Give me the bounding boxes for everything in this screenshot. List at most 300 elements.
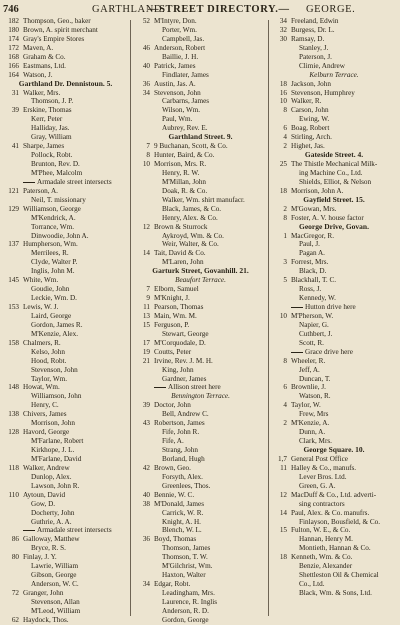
- directory-entry: [271, 80, 397, 89]
- directory-entry: [271, 571, 397, 580]
- directory-entry: [134, 455, 267, 464]
- resident-name: Walker, Andrew: [23, 463, 70, 472]
- house-number: 11: [143, 303, 150, 311]
- directory-entry: [3, 35, 128, 44]
- directory-entry: [271, 115, 397, 124]
- directory-entry: [134, 258, 267, 267]
- house-number: 128: [8, 428, 19, 437]
- resident-name: Patrick, James: [154, 61, 196, 70]
- resident-name: Brown, A. spirit merchant: [23, 25, 98, 34]
- resident-name: Carrick, W. R.: [162, 508, 204, 517]
- directory-entry: [271, 437, 397, 446]
- resident-name: M'Farlane, David: [31, 454, 82, 463]
- directory-entry: [3, 383, 128, 392]
- resident-name: King, John: [162, 365, 194, 374]
- resident-name: Aytoun, David: [23, 490, 66, 499]
- directory-entry: [134, 285, 267, 294]
- directory-entry: [3, 348, 128, 357]
- resident-name: Carbarns, James: [162, 97, 210, 106]
- directory-entry: [3, 571, 128, 580]
- resident-name: Armadale street intersects: [37, 526, 112, 535]
- house-number: 9: [146, 294, 150, 303]
- directory-entry: [271, 383, 397, 392]
- house-number: 46: [142, 43, 150, 52]
- directory-entry: [134, 240, 267, 249]
- resident-name: Williamson, George: [23, 204, 81, 213]
- resident-name: M'Gowan, Mrs.: [291, 204, 337, 213]
- house-number: 3: [283, 258, 287, 267]
- house-number: 34: [142, 88, 150, 97]
- resident-name: Aubrey, Rev. E.: [162, 124, 208, 133]
- directory-entry: [271, 419, 397, 428]
- directory-entry: [271, 35, 397, 44]
- directory-entry: [3, 339, 128, 348]
- resident-name: Halley & Co., manufs.: [291, 463, 357, 472]
- resident-name: Jackson, John: [291, 79, 331, 88]
- house-number: 8: [283, 213, 287, 222]
- directory-entry: [271, 482, 397, 491]
- resident-name: Haydock, Thos.: [23, 615, 69, 624]
- resident-name: Black, Wm. & Sons, Ltd.: [299, 589, 372, 597]
- resident-name: M'Farlane, Robert: [31, 437, 84, 446]
- directory-entry: [134, 553, 267, 562]
- directory-entry: [134, 142, 267, 151]
- resident-name: Docherty, John: [31, 508, 75, 517]
- directory-entry: [3, 598, 128, 607]
- resident-name: Lawrie, William: [31, 562, 79, 571]
- resident-name: Dunlop, Alex.: [31, 472, 72, 481]
- directory-entry: [3, 142, 128, 151]
- resident-name: Edgar, Robt.: [154, 580, 191, 589]
- directory-entry: [3, 160, 128, 169]
- directory-entry: [134, 17, 267, 26]
- house-number: 5: [283, 276, 287, 285]
- resident-name: Blackhall, T. C.: [291, 276, 337, 285]
- resident-name: Taylor, Wm.: [31, 374, 68, 383]
- resident-name: Dinwoodie, John A.: [31, 231, 89, 240]
- header-right-title: GEORGE.: [306, 4, 356, 15]
- resident-name: Finlay, J. Y.: [23, 553, 57, 562]
- resident-name: Morrison, John A.: [291, 186, 344, 195]
- resident-name: Baillie, J. H.: [162, 52, 199, 61]
- directory-entry: [134, 124, 267, 133]
- resident-name: Foster, A. V. house factor: [291, 213, 364, 222]
- resident-name: Benzie, Alexander: [299, 562, 353, 571]
- directory-entry: [134, 491, 267, 500]
- resident-name: Hannan, Henry M.: [299, 535, 353, 544]
- directory-entry: [134, 562, 267, 571]
- house-number: 12: [142, 222, 150, 231]
- resident-name: ing Machine Co., Ltd.: [299, 168, 363, 177]
- resident-name: Galloway, Matthew: [23, 535, 80, 544]
- house-number: 38: [142, 499, 150, 508]
- resident-name: M'Intyre, Don.: [154, 17, 197, 25]
- directory-entry: [134, 97, 267, 106]
- directory-entry: [271, 285, 397, 294]
- house-number: 17: [142, 338, 150, 347]
- directory-entry: [134, 80, 267, 89]
- resident-name: MacDuff & Co., Ltd. adverti-: [291, 490, 377, 499]
- resident-name: Paterson, A.: [23, 186, 58, 195]
- resident-name: Walker, R.: [291, 97, 322, 106]
- column-divider: [268, 20, 269, 616]
- directory-entry: [134, 410, 267, 419]
- resident-name: Kennedy, W.: [299, 294, 336, 303]
- house-number: 6: [283, 124, 287, 133]
- directory-entry: [134, 518, 267, 527]
- directory-entry: [3, 26, 128, 35]
- resident-name: Lewis, W. J.: [23, 303, 59, 311]
- resident-name: Thomson, T. W.: [162, 553, 208, 562]
- street-heading: George Drive, Govan.: [299, 222, 369, 231]
- resident-name: Thomson, J. P.: [31, 97, 74, 106]
- resident-name: Paterson, J.: [299, 52, 332, 61]
- resident-name: Chalmers, R.: [23, 338, 61, 347]
- resident-name: Lawson, John R.: [31, 481, 80, 490]
- directory-entry: [134, 607, 267, 616]
- directory-entry: [134, 616, 267, 625]
- terrace-subheading: Bennington Terrace.: [171, 392, 230, 401]
- house-number: 8: [283, 356, 287, 365]
- dash-rule: [23, 182, 35, 183]
- directory-entry: [134, 205, 267, 214]
- directory-entry: [134, 473, 267, 482]
- resident-name: Carson, John: [291, 106, 329, 115]
- directory-entry: [3, 321, 128, 330]
- house-number: 137: [8, 240, 19, 249]
- resident-name: M'Kendrick, A.: [31, 213, 76, 222]
- house-number: 14: [142, 249, 150, 258]
- directory-entry: [271, 294, 397, 303]
- resident-name: Freeland, Edwin: [291, 17, 339, 25]
- directory-entry: [134, 339, 267, 348]
- resident-name: Gibson, George: [31, 571, 77, 580]
- directory-entry: [271, 410, 397, 419]
- house-number: 40: [142, 490, 150, 499]
- resident-name: Havord, George: [23, 428, 70, 437]
- directory-entry: [3, 437, 128, 446]
- directory-entry: [3, 71, 128, 80]
- directory-entry: [3, 17, 128, 26]
- resident-name: Stevenson, Allan: [31, 597, 80, 606]
- resident-name: Forsyth, Alex.: [162, 472, 203, 481]
- resident-name: Forrest, Mrs.: [291, 258, 329, 267]
- resident-name: Brunton, Rev. D.: [31, 160, 80, 168]
- directory-entry: [3, 518, 128, 527]
- street-heading: George Square. 10.: [303, 446, 365, 454]
- resident-name: M'Kenzie, Alex.: [31, 329, 79, 338]
- directory-entry: [271, 249, 397, 258]
- directory-entry: [134, 330, 267, 339]
- directory-entry: [271, 26, 397, 35]
- resident-name: Irvine, Rev. J. M. H.: [154, 356, 213, 365]
- resident-name: Henry, C.: [31, 401, 59, 410]
- terrace-subheading: Beaufort Terrace.: [175, 276, 226, 285]
- resident-name: Main, Wm. M.: [154, 311, 197, 320]
- resident-name: Merrilees, R.: [31, 249, 69, 258]
- house-number: 18: [279, 79, 287, 88]
- resident-name: Laird, George: [31, 311, 72, 320]
- resident-name: Duncan, T.: [299, 374, 331, 383]
- directory-entry: [271, 473, 397, 482]
- resident-name: Howat, Wm.: [23, 383, 60, 392]
- directory-entry: [271, 518, 397, 527]
- resident-name: Ewing, W.: [299, 115, 330, 124]
- house-number: 13: [142, 311, 150, 320]
- directory-entry: [3, 428, 128, 437]
- resident-name: Boyd, Thomas: [154, 535, 197, 544]
- resident-name: Anderson, R. D.: [162, 606, 209, 615]
- resident-name: Highet, Jas.: [291, 142, 325, 151]
- directory-entry: [271, 169, 397, 178]
- resident-name: Brown, Geo.: [154, 463, 191, 472]
- directory-entry: [271, 491, 397, 500]
- intersection-note: [134, 383, 267, 392]
- directory-entry: [3, 419, 128, 428]
- directory-entry: [271, 339, 397, 348]
- directory-entry: [271, 509, 397, 518]
- directory-entry: [3, 151, 128, 160]
- resident-name: Bennie, W. C.: [154, 490, 195, 499]
- directory-entry: [271, 276, 397, 285]
- resident-name: Kirkhope, J. L.: [31, 446, 75, 454]
- directory-entry: [271, 580, 397, 589]
- directory-entry: [3, 535, 128, 544]
- resident-name: Graham & Co.: [23, 52, 66, 61]
- resident-name: Stevenson, John: [154, 88, 201, 97]
- directory-entry: [134, 500, 267, 509]
- directory-entry: [3, 410, 128, 419]
- resident-name: Leckie, Wm. D.: [31, 294, 77, 303]
- resident-name: Blench, W. L.: [162, 526, 202, 535]
- resident-name: Porter, Wm.: [162, 25, 197, 34]
- directory-entry: [3, 106, 128, 115]
- directory-entry: [3, 446, 128, 455]
- resident-name: Burgess, Dr. L.: [291, 25, 335, 34]
- directory-entry: [3, 44, 128, 53]
- resident-name: Bryce, R. S.: [31, 544, 66, 553]
- resident-name: Stewart, George: [162, 329, 209, 338]
- resident-name: Walker, Wm. shirt manufacr.: [162, 195, 245, 204]
- house-number: 2: [283, 142, 287, 151]
- directory-entry: [3, 491, 128, 500]
- house-number: 72: [11, 589, 19, 597]
- resident-name: Campbell, Jas.: [162, 34, 205, 43]
- resident-name: Watson, J.: [23, 70, 53, 79]
- resident-name: Doak, R. & Co.: [162, 186, 208, 195]
- directory-entry: [3, 267, 128, 276]
- resident-name: Gardner, James: [162, 374, 207, 383]
- directory-entry: [134, 62, 267, 71]
- directory-entry: [134, 375, 267, 384]
- resident-name: 9 Buchanan, Scott, & Co.: [154, 142, 228, 151]
- resident-name: Boag, Robert: [291, 124, 330, 133]
- house-number: 182: [8, 17, 19, 25]
- header-left-title: GARTHLAND.: [92, 4, 166, 15]
- directory-entry: [3, 473, 128, 482]
- directory-entry: [3, 544, 128, 553]
- resident-name: Taylor, W.: [291, 401, 321, 410]
- directory-entry: [3, 249, 128, 258]
- house-number: 4: [283, 401, 287, 410]
- house-number: 129: [8, 204, 19, 213]
- directory-entry: [271, 267, 397, 276]
- house-number: 12: [279, 490, 287, 499]
- resident-name: Lever Bros. Ltd.: [299, 472, 347, 481]
- directory-entry: [134, 232, 267, 241]
- directory-entry: [134, 598, 267, 607]
- directory-entry: [271, 205, 397, 214]
- resident-name: Laurence, R. Inglis: [162, 597, 218, 606]
- resident-name: MacGregor, R.: [291, 231, 335, 240]
- house-number: 16: [279, 88, 287, 97]
- house-number: 6: [283, 383, 287, 392]
- directory-entry: [134, 446, 267, 455]
- house-number: 7: [146, 142, 150, 151]
- resident-name: M'Donald, James: [154, 499, 205, 508]
- house-number: 121: [8, 186, 19, 195]
- resident-name: Kerr, Peter: [31, 115, 63, 124]
- directory-entry: [134, 366, 267, 375]
- directory-entry: [271, 357, 397, 366]
- directory-entry: [271, 330, 397, 339]
- house-number: 8: [146, 151, 150, 160]
- directory-entry: [3, 312, 128, 321]
- resident-name: sing contractors: [299, 499, 345, 508]
- directory-entry: [3, 62, 128, 71]
- resident-name: Torrance, Wm.: [31, 222, 75, 231]
- directory-entry: [271, 44, 397, 53]
- resident-name: Clyde, Walter P.: [31, 258, 78, 267]
- resident-name: Morrison, John: [31, 419, 75, 428]
- resident-name: Kelso, John: [31, 347, 65, 356]
- house-number: 166: [8, 61, 19, 70]
- house-number: 30: [279, 34, 287, 43]
- house-number: 148: [8, 383, 19, 392]
- directory-entry: [134, 401, 267, 410]
- dash-rule: [291, 352, 303, 353]
- resident-name: Erskine, Thomas: [23, 106, 72, 115]
- resident-name: Inglis, John M.: [31, 267, 75, 276]
- directory-entry: [3, 223, 128, 232]
- directory-entry: [3, 500, 128, 509]
- directory-entry: [134, 53, 267, 62]
- directory-entry: [134, 526, 267, 535]
- house-number: 36: [142, 535, 150, 544]
- resident-name: Wilson, Wm.: [162, 106, 201, 115]
- directory-entry: [271, 321, 397, 330]
- resident-name: Hunter, Baird, & Co.: [154, 151, 215, 160]
- house-number: 41: [11, 142, 19, 151]
- directory-entry: [134, 106, 267, 115]
- directory-entry: [271, 392, 397, 401]
- directory-entry: [271, 401, 397, 410]
- directory-entry: [3, 580, 128, 589]
- directory-entry: [271, 464, 397, 473]
- resident-name: Hood, Robt.: [31, 356, 67, 365]
- resident-name: M'Kenzie, A.: [291, 419, 330, 428]
- column-divider: [130, 20, 131, 616]
- resident-name: Pollock, Robt.: [31, 151, 73, 160]
- resident-name: Brownlie, J.: [291, 383, 326, 392]
- resident-name: White, Wm.: [23, 276, 59, 285]
- house-number: 153: [8, 303, 19, 311]
- resident-name: Maven, A.: [23, 43, 54, 52]
- directory-entry: [134, 535, 267, 544]
- resident-name: Green, G. A.: [299, 481, 336, 490]
- resident-name: Thompson, Geo., baker: [23, 17, 91, 25]
- house-number: 2: [283, 419, 287, 428]
- house-number: 32: [279, 25, 287, 34]
- intersection-note: [271, 348, 397, 357]
- directory-entry: [271, 535, 397, 544]
- house-number: 7: [146, 285, 150, 294]
- resident-name: Eastmans, Ltd.: [23, 61, 66, 70]
- resident-name: M'Leod, William: [31, 606, 81, 615]
- directory-entry: [3, 392, 128, 401]
- directory-entry: [134, 544, 267, 553]
- directory-entry: [3, 366, 128, 375]
- directory-entry: [3, 375, 128, 384]
- resident-name: Tait, David & Co.: [154, 249, 206, 258]
- street-heading: Garthland Street. 9.: [168, 133, 233, 142]
- street-heading: Garthland Dr. Dennistoun. 5.: [18, 79, 113, 88]
- house-number: 1,7: [278, 454, 287, 463]
- house-number: 39: [142, 401, 150, 410]
- resident-name: Strang, John: [162, 446, 198, 454]
- resident-name: Stevenson, John: [31, 365, 78, 374]
- resident-name: Stirling, Arch.: [291, 133, 332, 142]
- directory-entry: [271, 214, 397, 223]
- resident-name: Gow, D.: [31, 499, 56, 508]
- resident-name: Grace drive here: [305, 347, 353, 356]
- resident-name: Gray, William: [31, 133, 72, 142]
- resident-name: Ramsay, D.: [291, 34, 325, 43]
- directory-entry: [3, 124, 128, 133]
- resident-name: Elborn, Samuel: [154, 285, 199, 294]
- directory-entry: [134, 580, 267, 589]
- directory-entry: [134, 160, 267, 169]
- resident-name: Henry, Alex. & Co.: [162, 213, 218, 222]
- directory-entry: [134, 44, 267, 53]
- resident-name: Fife, John R.: [162, 428, 200, 437]
- directory-entry: [271, 106, 397, 115]
- house-number: 8: [283, 106, 287, 115]
- directory-entry: [271, 562, 397, 571]
- resident-name: Allison street here: [168, 383, 221, 392]
- resident-name: Ferguson, P.: [154, 320, 190, 329]
- directory-entry: [3, 115, 128, 124]
- resident-name: M'Laren, John: [162, 258, 204, 267]
- directory-entry: [271, 312, 397, 321]
- directory-entry: [3, 240, 128, 249]
- resident-name: Armadale street intersects: [37, 177, 112, 186]
- house-number: 42: [142, 463, 150, 472]
- intersection-note: [3, 526, 128, 535]
- resident-name: Shields, Elliot, & Nelson: [299, 177, 372, 186]
- directory-entry: [271, 428, 397, 437]
- resident-name: Coutts, Peter: [154, 347, 192, 356]
- house-number: 15: [279, 526, 287, 535]
- directory-entry: [271, 62, 397, 71]
- directory-entry: [271, 142, 397, 151]
- directory-entry: [134, 214, 267, 223]
- house-number: 14: [279, 508, 287, 517]
- resident-name: Cuthbert, J.: [299, 329, 333, 338]
- resident-name: Frew, Mrs: [299, 410, 329, 419]
- resident-name: Bell, Andrew C.: [162, 410, 209, 419]
- directory-entry: [134, 348, 267, 357]
